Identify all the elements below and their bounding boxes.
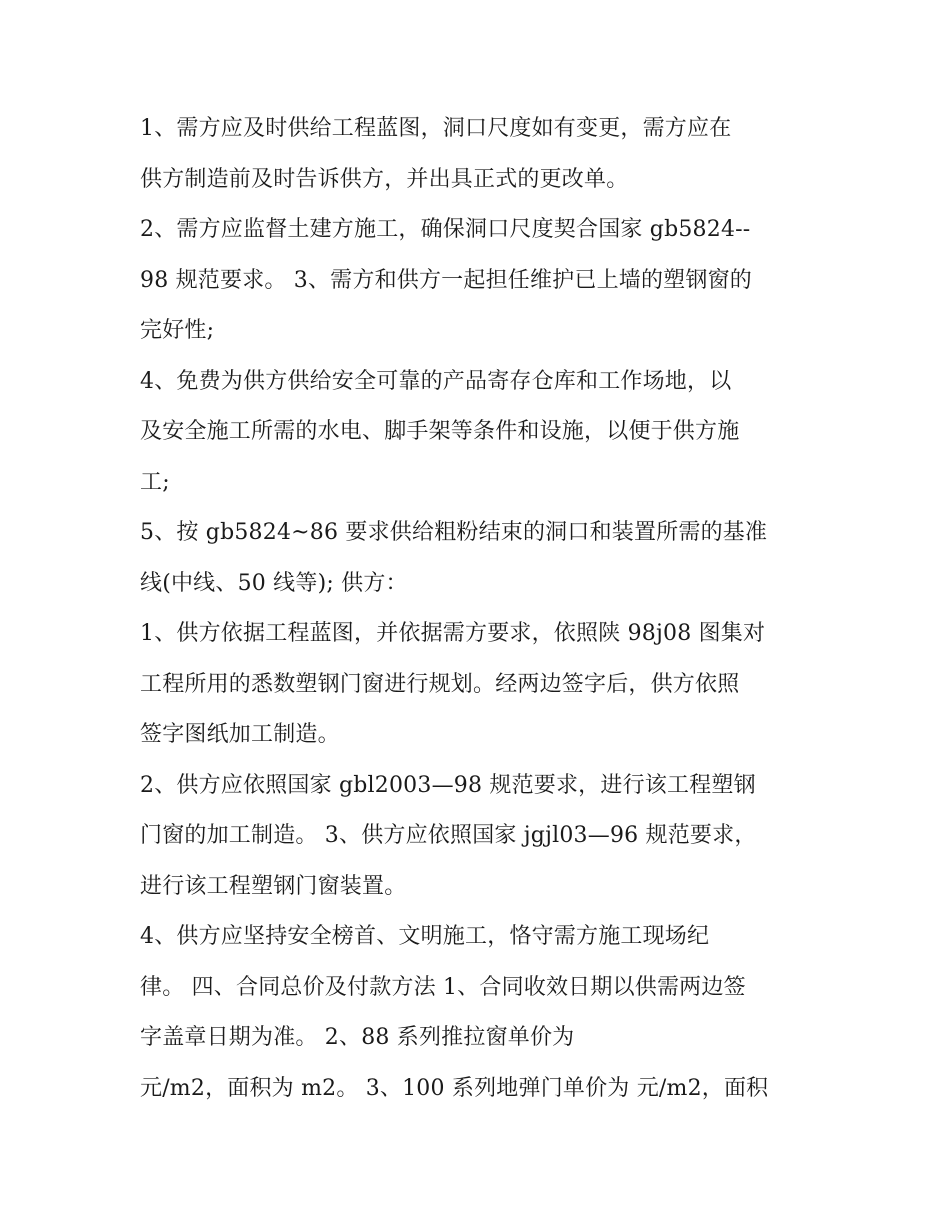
text-line: 4、供方应坚持安全榜首、文明施工，恪守需方施工现场纪	[140, 924, 710, 949]
text-line: 线(中线、50 线等); 供方：	[140, 570, 408, 596]
text-line: 及安全施工所需的水电、脚手架等条件和设施，以便于供方施	[140, 419, 740, 444]
text-line: 进行该工程塑钢门窗装置。	[140, 873, 407, 899]
text-line: 1、需方应及时供给工程蓝图，洞口尺度如有变更，需方应在	[140, 116, 732, 141]
text-line: 2、供方应依照国家 gbl2003—98 规范要求，进行该工程塑钢	[140, 772, 756, 798]
text-line: 98 规范要求。 3、需方和供方一起担任维护已上墙的塑钢窗的	[140, 267, 752, 293]
text-line: 元/m2，面积为 m2。 3、100 系列地弹门单价为 元/m2，面积	[140, 1075, 769, 1101]
document-body	[140, 104, 830, 1114]
text-line: 工;	[140, 469, 170, 495]
text-line: 1、供方依据工程蓝图，并依据需方要求，依照陕 98j08 图集对	[140, 621, 766, 646]
text-line: 供方制造前及时告诉供方，并出具正式的更改单。	[140, 166, 629, 192]
text-line: 工程所用的悉数塑钢门窗进行规划。经两边签字后，供方依照	[140, 671, 740, 697]
text-line: 门窗的加工制造。 3、供方应依照国家 jgjl03—96 规范要求，	[140, 823, 757, 848]
text-line: 2、需方应监督土建方施工，确保洞口尺度契合国家 gb5824--	[140, 217, 751, 242]
text-line: 字盖章日期为准。 2、88 系列推拉窗单价为	[140, 1025, 575, 1050]
text-line: 4、免费为供方供给安全可靠的产品寄存仓库和工作场地，以	[140, 368, 732, 394]
text-line: 律。 四、合同总价及付款方法 1、合同收效日期以供需两边签	[140, 974, 746, 1000]
text-line: 签字图纸加工制造。	[140, 722, 340, 747]
text-line: 5、按 gb5824~86 要求供给粗粉结束的洞口和装置所需的基准	[140, 520, 768, 545]
text-line: 完好性;	[140, 318, 215, 343]
